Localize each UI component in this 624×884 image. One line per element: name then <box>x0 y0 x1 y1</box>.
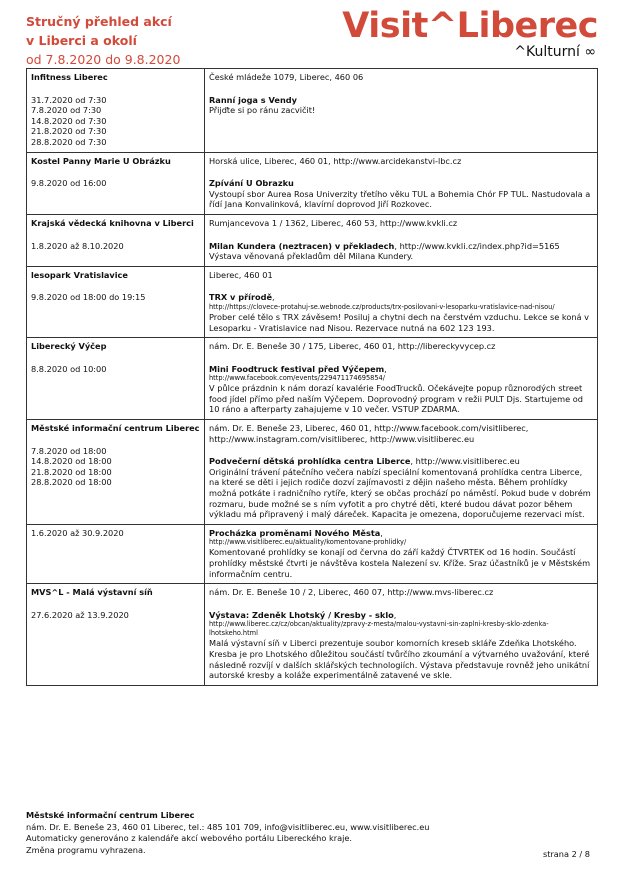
event-description: V půlce prázdnin k nám dorazí kavalérie FoodTrucků. Očekávejte popup různorodých street food jídel přímo před naším Výčepem. Doprovodný program v režii PULT Djs. Startujeme od 10 ráno a afterparty zahajujeme v 10 večer. VSTUP ZDARMA. <box>209 383 583 415</box>
event-title-url[interactable]: , http://www.kvkli.cz/index.php?id=5165 <box>394 240 560 251</box>
event-link[interactable]: http://www.liberec.cz/cz/obcan/aktuality/zpravy-z-mesta/malou-vystavni-sin-zaplni-kresby-sklo-zdenka-lhotskeho.html <box>209 620 549 638</box>
event-place-cell <box>27 214 205 266</box>
event-row <box>27 266 598 337</box>
event-place-cell <box>27 152 205 214</box>
event-place: MVS^L - Malá výstavní síň <box>31 587 153 598</box>
event-date: 21.8.2020 od 18:00 <box>31 466 112 477</box>
event-date: 21.8.2020 od 7:30 <box>31 126 107 137</box>
event-row <box>27 420 598 525</box>
event-date: 1.6.2020 až 30.9.2020 <box>31 527 124 538</box>
event-address: Liberec, 460 01 <box>209 269 273 280</box>
event-detail-cell <box>205 69 598 153</box>
event-date: 28.8.2020 od 18:00 <box>31 477 112 488</box>
logo-sub-text: ^Kulturní ∞ <box>514 44 596 60</box>
footer-change-note: Změna programu vyhrazena. <box>26 844 146 855</box>
event-description: Originální trávení pátečního večera nabízí speciální komentovaná prohlídka centra Liberce, na které se děti i jejich rodiče dozví zajímavosti z dějin našeho města. Během prohlídky možná potkáte i radničního rytíře, který se občas prochází po náměstí. Pokud bude v dobrém rozmaru, bude možné se s ním vyfotit a pro chytré děti, které budou dávat pozor během výkladu má připravený i malý dáreček. Kapacita je omezena, doporučujeme rezervaci míst. <box>209 466 591 520</box>
event-row <box>27 338 598 420</box>
event-place: Krajská vědecká knihovna v Liberci <box>31 217 194 228</box>
event-place-cell <box>27 584 205 686</box>
event-title-line <box>209 364 593 375</box>
event-address: Rumjancevova 1 / 1362, Liberec, 460 53, http://www.kvkli.cz <box>209 217 458 228</box>
page-header-title <box>26 12 180 69</box>
event-title-line <box>209 456 593 467</box>
event-date: 27.6.2020 až 13.9.2020 <box>31 609 129 620</box>
event-title-line <box>209 292 593 303</box>
event-title-line <box>209 178 593 189</box>
event-address: nám. Dr. E. Beneše 30 / 175, Liberec, 460 01, http://libereckyvycep.cz <box>209 341 496 352</box>
event-place-cell <box>27 69 205 153</box>
event-detail-cell <box>205 266 598 337</box>
event-link[interactable]: http://www.visitliberec.eu/aktuality/komentovane-prohlidky/ <box>209 538 407 547</box>
event-link[interactable]: http://www.facebook.com/events/229471174695854/ <box>209 374 385 383</box>
event-title-line <box>209 610 593 621</box>
event-date: 7.8.2020 od 18:00 <box>31 445 107 456</box>
event-row <box>27 152 598 214</box>
event-address: Horská ulice, Liberec, 460 01, http://www.arcidekanstvi-lbc.cz <box>209 155 462 166</box>
event-place: Městské informační centrum Liberec <box>31 423 200 434</box>
event-date: 9.8.2020 od 16:00 <box>31 178 107 189</box>
event-title-line <box>209 528 593 539</box>
event-place: lesopark Vratislavice <box>31 269 128 280</box>
event-title: TRX v přírodě <box>209 292 273 303</box>
event-place-cell <box>27 524 205 583</box>
event-address: nám. Dr. E. Beneše 10 / 2, Liberec, 460 07, http://www.mvs-liberec.cz <box>209 587 494 598</box>
logo-brand-text: Visit^Liberec <box>342 6 598 46</box>
visitliberec-logo <box>330 6 598 60</box>
event-description: Vystoupí sbor Aurea Rosa Univerzity třetího věku TUL a Bohemia Chór FP TUL. Nastudovala a řídí Jana Konvalinková, klavírní doprovod Jiří Rozkovec. <box>209 188 591 210</box>
event-title: Mini Foodtruck festival před Výčepem <box>209 363 385 374</box>
event-date: 7.8.2020 od 7:30 <box>31 105 102 116</box>
footer-contact: nám. Dr. E. Beneše 23, 460 01 Liberec, tel.: 485 101 709, info@visitliberec.eu, www.visitliberec.eu <box>26 821 430 832</box>
event-title: Milan Kundera (neztracen) v překladech <box>209 240 395 251</box>
event-title: Výstava: Zdeněk Lhotský / Kresby - sklo <box>209 609 394 620</box>
event-title: Ranní joga s Vendy <box>209 94 298 105</box>
event-date: 14.8.2020 od 7:30 <box>31 115 107 126</box>
header-title-line2: v Liberci a okolí <box>26 33 137 48</box>
event-row <box>27 584 598 686</box>
event-place: Liberecký Výčep <box>31 341 107 352</box>
event-row <box>27 214 598 266</box>
header-date-range: od 7.8.2020 do 9.8.2020 <box>26 52 181 67</box>
event-title: Procházka proměnami Nového Města <box>209 527 381 538</box>
event-title-line <box>209 95 593 106</box>
events-table <box>26 68 598 686</box>
event-date: 28.8.2020 od 7:30 <box>31 136 107 147</box>
event-place-cell <box>27 420 205 525</box>
event-date: 9.8.2020 od 18:00 do 19:15 <box>31 292 146 303</box>
event-description: Výstava věnovaná překladům děl Milana Kundery. <box>209 251 414 262</box>
event-title-url[interactable]: , <box>272 292 275 303</box>
event-title: Podvečerní dětská prohlídka centra Liberce <box>209 456 411 467</box>
footer-auto-note: Automaticky generováno z kalendáře akcí webového portálu Libereckého kraje. <box>26 833 353 844</box>
header-title-line1: Stručný přehled akcí <box>26 14 172 29</box>
event-date: 1.8.2020 až 8.10.2020 <box>31 240 124 251</box>
event-title-url[interactable]: , <box>384 363 387 374</box>
event-description: Malá výstavní síň v Liberci prezentuje soubor komorních kreseb skláře Zdeňka Lhotského. Kresba je pro Lhotského důležitou součástí tvůrčího zkoumání a výtvarného uvažování, které následně rozvíjí v dalších sklářských technologiích. Výstava představuje rovněž jeho unikátní autorské kresby a koláže experimentálně zatavené ve skle. <box>209 638 590 681</box>
event-detail-cell <box>205 214 598 266</box>
event-place: Infitness Liberec <box>31 72 108 82</box>
page-footer <box>26 810 598 856</box>
footer-org: Městské informační centrum Liberec <box>26 810 195 820</box>
event-title-url[interactable]: , http://www.visitliberec.eu <box>410 456 520 467</box>
event-place-cell <box>27 338 205 420</box>
event-row <box>27 524 598 583</box>
event-description: Přijďte si po ránu zacvičit! <box>209 105 316 116</box>
event-link[interactable]: http://https://clovece-protahuj-se.webnode.cz/products/trx-posilovani-v-lesoparku-vratislavice-nad-nisou/ <box>209 302 555 311</box>
event-title-url[interactable]: , <box>380 527 383 538</box>
event-detail-cell <box>205 152 598 214</box>
event-address: nám. Dr. E. Beneše 23, Liberec, 460 01, http://www.facebook.com/visitliberec, http://www.instagram.com/visitliberec, http://www.visitliberec.eu <box>209 423 529 444</box>
event-address: České mládeže 1079, Liberec, 460 06 <box>209 72 364 82</box>
event-date: 31.7.2020 od 7:30 <box>31 94 107 105</box>
event-detail-cell <box>205 524 598 583</box>
event-date: 8.8.2020 od 10:00 <box>31 363 107 374</box>
event-row <box>27 69 598 153</box>
event-title-url[interactable]: , <box>393 609 397 620</box>
event-date: 14.8.2020 od 18:00 <box>31 456 112 467</box>
event-title-line <box>209 241 593 252</box>
event-description: Komentované prohlídky se konají od června do září každý ČTVRTEK od 16 hodin. Součástí prohlídky městské čtvrti je návštěva kostela Nalezení sv. Kříže. Sraz účastníků je v Městském informačním centru. <box>209 547 591 579</box>
page-number: strana 2 / 8 <box>542 849 590 859</box>
event-detail-cell <box>205 420 598 525</box>
event-place: Kostel Panny Marie U Obrázku <box>31 155 171 166</box>
event-description: Prober celé tělo s TRX závěsem! Posiluj a chytni dech na čerstvém vzduchu. Lekce se koná v Lesoparku - Vratislavice nad Nisou. Rezervace nutná na 602 123 193. <box>209 311 590 333</box>
event-place-cell <box>27 266 205 337</box>
event-detail-cell <box>205 338 598 420</box>
event-title: Zpívání U Obrazku <box>209 178 294 189</box>
event-detail-cell <box>205 584 598 686</box>
